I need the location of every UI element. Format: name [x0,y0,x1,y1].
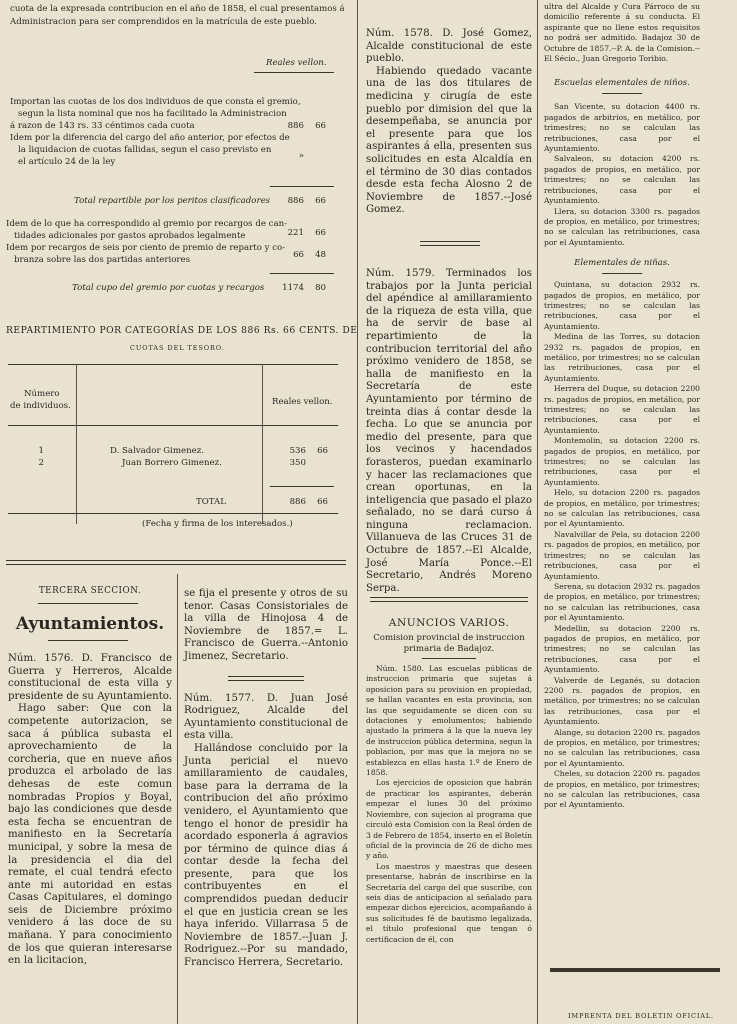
section-block-left [8,586,172,968]
firma: (Fecha y firma de los interesados.) [142,519,293,529]
rule [270,186,334,187]
list-item: Llera, su dotacion 3300 rs. pagados de propios, en metálico, por trimestres; no se calculan las retribuciones, casa por el Ayuntamiento. [544,206,700,247]
n1580-body: Núm. 1580. Las escuelas públicas de instruccion primaria que sujetas á oposicion para su provision en propiedad, se hallan vacantes en esta provincia, son las que seguidamente se dicen con su dotaciones y emolumentos; habiendo ajustado la primera á la que la nueva ley de instruccion pública determina, segun la poblacion, por mas que la mejora no se establezca en ellas hasta 1.º de Enero de 1858. [366,664,532,778]
col3-block [544,2,700,811]
rule [228,676,304,681]
n1578-title: Núm. 1578. D. José Gomez, Alcalde constitucional de este pueblo. [366,28,532,65]
intro-line: cuota de la expresada contribucion en el año de 1858, el cual presentamos á [10,4,345,14]
reales-header: Reales vellon. [266,58,327,68]
cuotas-line: segun la lista nominal que nos ha facilitado la Administracion [18,109,287,119]
section-block-right [184,588,348,970]
intro-line: Administracion para ser comprendidos en la matrícula de este pueblo. [10,17,318,27]
double-rule [370,597,528,602]
column-rule-2 [537,0,538,1024]
cuotas-cents: 66 [315,121,326,131]
list-item: San Vicente, su dotacion 4400 rs. pagados de arbitrios, en metálico, por trimestres; no se calculan las retribuciones, casa por el Ayuntamiento. [544,102,700,154]
table-top-rule [8,364,338,365]
n1576-body: Hago saber: Que con la competente autorizacion, se saca á pública subasta el aprovechamiento de la corcheria, que en nueve años produzca el arbolado de las dehesas de este comun nombradas Propios y Boyal, bajo las condiciones que desde esta fecha se encuentran de manifiesto en la Secretaría municipal, y sobre la mesa de la presidencia el dia del remate, el cual tendrá efecto ante mi autoridad en estas Casas Capitulares, el domingo seis de Diciembre próximo venidero á las doce de su mañana. Y para conocimiento de los que quieran interesarse en la licitacion, [8,703,172,967]
n1576-cont: se fija el presente y otros de su tenor. Casas Consistoriales de la villa de Hinojosa 4 de Noviembre de 1857.= L. Francisco de Guerra.--Antonio Jimenez, Secretario. [184,588,348,662]
n1578-block [366,28,532,217]
ninas-list [544,280,700,811]
rule [270,486,334,487]
n1579-body: Núm. 1579. Terminados los trabajos por la Junta pericial del apéndice al amillaramiento de la riqueza de esta villa, que ha de servir de base al repartimiento de la contribucion territorial del año próximo venidero de 1858, se halla de manifiesto en la Secretaría de este Ayuntamiento por término de treinta dias á contar desde la fecha. Lo que se anuncia por medio del presente, para que los vecinos y hacendados forasteros, puedan examinarlo y hacer las reclamaciones que crean oportunas, en la inteligencia que pasado el plazo señalado, no se dará curso á ninguna reclamacion. Villanueva de las Cruces 31 de Octubre de 1857.--El Alcalde, José María Ponce.--El Secretario, Andrés Moreno Serpa. [366,268,532,594]
total-repartible-label: Total repartible por los peritos clasificadores [74,196,271,206]
table-rule [262,364,263,524]
total-repartible-cents: 66 [315,196,326,206]
row-num: 1 [38,446,44,456]
list-item: Alange, su dotacion 2200 rs. pagados de propios, en metálico, por trimestres; no se calculan las retribuciones, casa por el Ayuntamiento. [544,727,700,768]
maestros-body: Los maestros y maestras que deseen presentarse, habrán de inscribirse en la Secretaría del cargo del que suscribe, con seis dias de anticipacion al señalado para empezar dichos ejercicios, acompañando á sus solicitudes fé de bautismo legalizada, el título profesional que tengan ó certificacion de él, con [366,861,532,944]
rule [254,72,334,73]
inner-column-rule [177,574,178,1024]
rule [422,658,476,659]
list-item: Valverde de Leganés, su dotacion 2200 rs. pagados de propios, en metálico, por trimestres; no se calculan las retribuciones, casa por el Ayuntamiento. [544,675,700,727]
rule [602,93,642,94]
recargo2-amount: 66 [293,250,304,260]
list-item: Medina de las Torres, su dotacion 2932 rs. pagados de propios, en metálico, por trimestres; no se calculan las retribuciones, casa por el Ayuntamiento. [544,332,700,383]
recargo1-cents: 66 [315,228,326,238]
heading-ninos: Escuelas elementales de niños. [554,78,690,89]
anuncios-title: ANUNCIOS VARIOS. [388,617,510,629]
table-bottom-rule [8,513,338,514]
double-rule [6,560,346,565]
rule [270,273,334,274]
row-amount: 350 [289,458,306,468]
list-item: Helo, su dotacion 2200 rs. pagados de propios, en metálico, por trimestres; no se calculan las retribuciones, casa por el Ayuntamiento. [544,488,700,529]
total-repartible-amount: 886 [287,196,304,206]
n1578-body: Habiendo quedado vacante una de las dos titulares de medicina y cirugía de este pueblo por dimision del que la desempeñaba, se anuncia por el presente para que los aspirantes á ella, presenten sus solicitudes en esta Alcaldía en el término de 30 dias contados desde esta fecha Alosno 2 de Noviembre de 1857.--José Gomez. [366,65,532,216]
cuotas-line: Importan las cuotas de los dos individuos de que consta el gremio, [10,97,301,107]
recargo1-amount: 221 [287,228,304,238]
ninos-list [544,102,700,248]
n1579-block [366,268,532,595]
total-cupo-cents: 80 [315,283,326,293]
n1577-title: Núm. 1577. D. Juan José Rodriguez, Alcalde del Ayuntamiento constitucional de esta villa. [184,692,348,742]
rule [48,640,128,641]
list-item: Herrera del Duque, su dotacion 2200 rs. pagados de propios, en metálico, por trimestres; no se calculan las retribuciones, casa por el Ayuntamiento. [544,384,700,435]
row-cents: 66 [317,446,328,456]
cuotas-amount: 886 [287,121,304,131]
rule [38,603,138,604]
list-item: Quintana, su dotacion 2932 rs. pagados de propios, en metálico, por trimestres; no se calculan las retribuciones, casa por el Ayuntamiento. [544,280,700,331]
heading-ninas: Elementales de niñas. [574,258,670,269]
table-header-reales: Reales vellon. [272,397,333,407]
list-item: Medellin, su dotacion 2200 rs. pagados de propios, en metálico, por trimestres; no se calculan las retribuciones, casa por el Ayuntamiento. [544,623,700,675]
list-item: Cheles, su dotacion 2200 rs. pagados de propios, en metálico, por trimestres; no se calculan las retribuciones, casa por el Ayuntamiento. [544,769,700,810]
list-item: Navalvillar de Pela, su dotacion 2200 rs. pagados de propios, en metálico, por trimestres; no se calculan las retribuciones, casa por el Ayuntamiento. [544,529,700,581]
n1577-body: Hallándose concluido por la Junta pericial el nuevo amillaramiento de caudales, base para la derrama de la contribucion del año próximo venidero, el Ayuntamiento que tengo el honor de presidir ha acordado esponerla á agravios por término de quince dias á contar desde la fecha del presente, para que los contribuyentes en el comprendidos puedan deducir el que en justicia crean se les haya inferido. Villarrasa 5 de Noviembre de 1857.--Juan J. Rodriguez.--Por su mandado, Francisco Herrera, Secretario. [184,742,348,969]
reparto-subtitle: CUOTAS DEL TESORO. [130,344,225,352]
list-item: Salvaleon, su dotacion 4200 rs. pagados de propios, en metálico, por trimestres; no se calculan las retribuciones, casa por el Ayuntamiento. [544,154,700,206]
row-name: D. Salvador Gimenez. [110,446,205,456]
tercera-seccion: TERCERA SECCION. [38,586,142,596]
list-item: Serena, su dotacion 2932 rs. pagados de propios, en metálico, por trimestres; no se calculan las retribuciones, casa por el Ayuntamiento. [544,581,700,623]
recargos-line: Idem por recargos de seis por ciento de premio de reparto y co- [6,243,286,253]
imprenta: IMPRENTA DEL BOLETIN OFICIAL. [568,1012,714,1020]
cuotas-line: la liquidacion de cuotas fallidas, segun el caso previsto en [18,145,272,155]
col3-top: ultra del Alcalde y Cura Párroco de su domicilio referente á su conducta. El aspirante que no llene estos requisitos no podrá ser admitido. Badajoz 30 de Octubre de 1857.--P. A. de la Comision.--El Sécio., Juan Gregorio Toribio. [544,2,700,64]
total-label: TOTAL [196,497,226,507]
list-item: Montemolin, su dotacion 2200 rs. pagados de propios, en metálico, por trimestres; no se calculan las retribuciones, casa por el Ayuntamiento. [544,436,700,487]
recargo2-cents: 48 [315,250,326,260]
total-cupo-amount: 1174 [282,283,304,293]
row-amount: 536 [289,446,306,456]
rule [602,273,642,274]
cuotas-line: Idem por la diferencia del cargo del año anterior, por efectos de [10,133,290,143]
cuotas-line: á razon de 143 rs. 33 céntimos cada cuota [10,121,195,131]
column-rule-1 [357,0,358,1024]
anuncios-block [366,617,532,945]
cuotas-line: el artículo 24 de la ley [18,157,116,167]
cuotas-mark: » [298,151,304,161]
row-name: Juan Borrero Gimenez. [122,458,222,468]
table-header-num: Número [24,389,60,399]
total-cents: 66 [317,497,328,507]
ayuntamientos-heading: Ayuntamientos. [15,614,165,634]
reparto-title: REPARTIMIENTO POR CATEGORÍAS DE LOS 886 Rs. 66 CENTS. DE [6,325,358,336]
recargos-line: branza sobre las dos partidas anteriores [14,255,191,265]
recargos-line: tidades adicionales por gastos aprobados legalmente [14,231,246,241]
n1576-title: Núm. 1576. D. Francisco de Guerra y Herreros, Alcalde constitucional de esta villa y presidente de su Ayuntamiento. [8,653,172,702]
table-header-num: de individuos. [10,401,71,411]
ejercicios-body: Los ejercicios de oposicion que habrán de practicar los aspirantes, deberán empezar el lunes 30 del próximo Noviembre, con sujecion al programa que circuló esta Comision con la Real órden de 3 de Febrero de 1854, inserto en el Boletín oficial de la provincia de 26 de dicho mes y año. [366,778,532,861]
recargos-line: Idem de lo que ha correspondido al gremio por recargos de can- [6,219,288,229]
row-num: 2 [38,458,44,468]
comision: Comision provincial de instruccion primaria de Badajoz. [373,633,525,654]
thick-rule [550,968,720,972]
total-cupo-label: Total cupo del gremio por cuotas y recargos [72,283,265,293]
table-header-rule [8,425,338,426]
table-rule [76,364,77,524]
rule [420,241,480,246]
total-amount: 886 [289,497,306,507]
